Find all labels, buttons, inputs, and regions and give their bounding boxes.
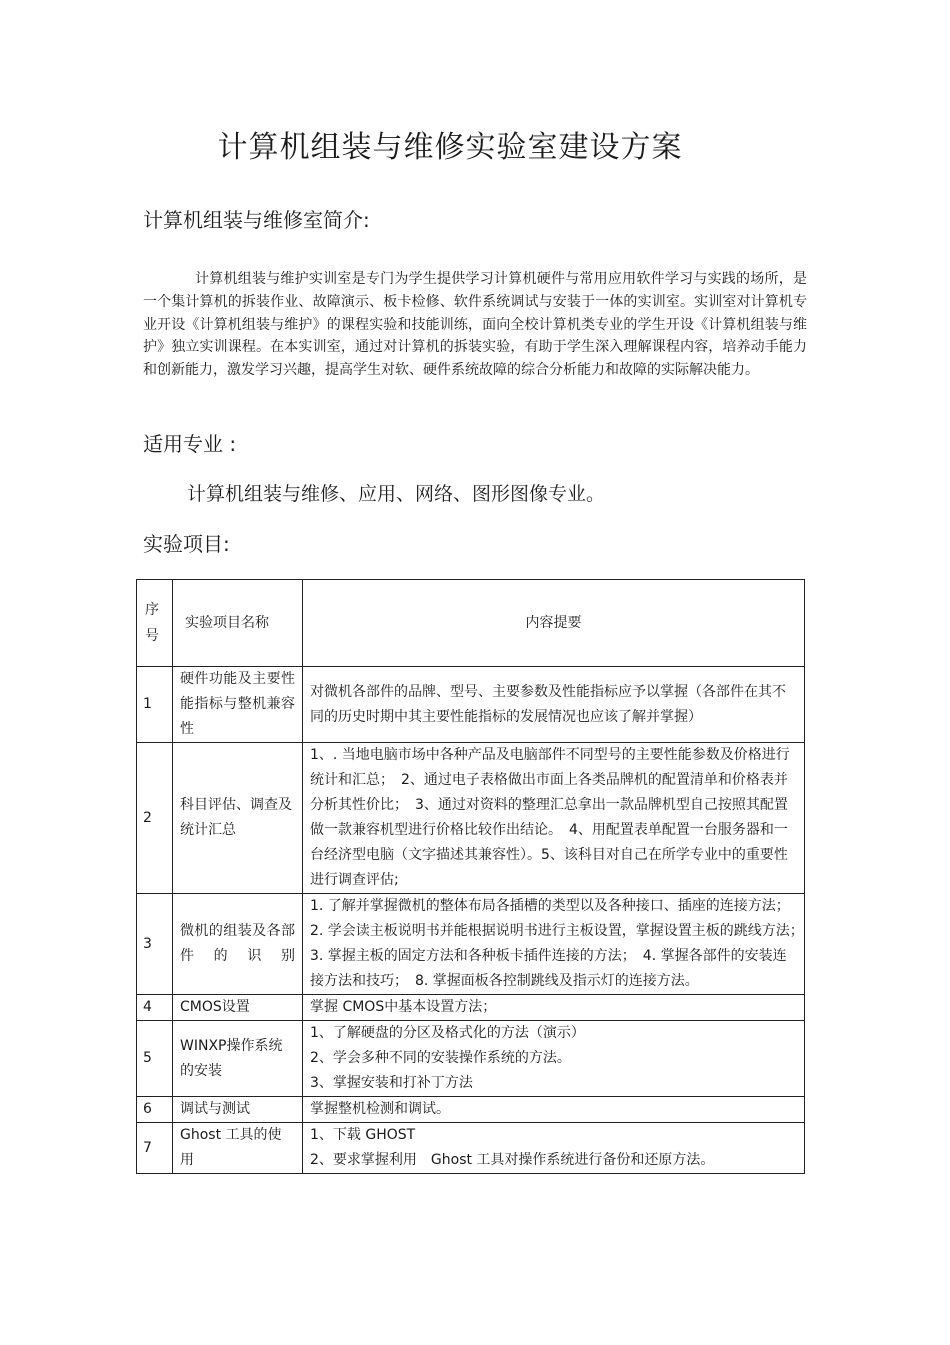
row-num: 7 [137,1123,173,1174]
table-row [137,1123,805,1174]
row-name: 科目评估、调查及统计汇总 [173,743,303,894]
table-row [137,995,805,1021]
content-line: 2、学会多种不同的安装操作系统的方法。 [310,1050,571,1066]
table-row [137,1021,805,1097]
row-name: WINXP操作系统的安装 [173,1021,303,1097]
content-line: 1、下载 GHOST [310,1127,416,1143]
row-name: CMOS设置 [173,995,303,1021]
header-name: 实验项目名称 [173,580,303,667]
row-num: 5 [137,1021,173,1097]
row-content: 掌握 CMOS中基本设置方法； [303,995,805,1021]
row-name: Ghost 工具的使用 [173,1123,303,1174]
header-num: 序号 [137,580,173,667]
document-title: 计算机组装与维修实验室建设方案 [217,130,683,165]
row-num: 1 [137,667,173,743]
row-name: 硬件功能及主要性能指标与整机兼容性 [173,667,303,743]
projects-table [136,579,811,1174]
row-num: 4 [137,995,173,1021]
table-row [137,1097,805,1123]
row-content [303,1021,805,1097]
table-row [137,667,805,743]
intro-paragraph: 计算机组装与维护实训室是专门为学生提供学习计算机硬件与常用应用软件学习与实践的场所，是一个集计算机的拆装作业、故障演示、板卡检修、软件系统调试与安装于一体的实训室。实训室对计算机专业开设《计算机组装与维护》的课程实验和技能训练，面向全校计算机类专业的学生开设《计算机组装与维护》独立实训课程。在本实训室，通过对计算机的拆装实验，有助于学生深入理解课程内容，培养动手能力和创新能力，激发学习兴趣，提高学生对软、硬件系统故障的综合分析能力和故障的实际解决能力。 [143,271,807,379]
header-content: 内容提要 [303,580,805,667]
projects-heading: 实验项目: [143,532,230,556]
majors-heading: 适用专业 : [143,432,237,456]
row-num: 3 [137,894,173,995]
table-row [137,743,805,894]
table-header-row [137,580,805,667]
row-num: 2 [137,743,173,894]
content-line: 2、要求掌握利用 Ghost 工具对操作系统进行备份和还原方法。 [310,1152,715,1168]
row-name: 调试与测试 [173,1097,303,1123]
content-line: 3、掌握安装和打补丁方法 [310,1075,473,1091]
row-content: 1、. 当地电脑市场中各种产品及电脑部件不同型号的主要性能参数及价格进行统计和汇总； 2、通过电子表格做出市面上各类品牌机的配置清单和价格表并分析其性价比； 3、通过对资料的整理汇总拿出一款品牌机型自己按照其配置做一款兼容机型进行价格比较作出结论。 4、用配置表单配置一台服务器和一台经济型电脑（文字描述其兼容性）。5、该科目对自己在所学专业中的重要性进行调查评估; [303,743,805,894]
intro-heading: 计算机组装与维修室简介: [143,208,370,232]
row-name: 微机的组装及各部件的识别 [173,894,303,995]
majors-text: 计算机组装与维修、应用、网络、图形图像专业。 [187,483,606,505]
row-content: 对微机各部件的品牌、型号、主要参数及性能指标应予以掌握（各部件在其不同的历史时期中其主要性能指标的发展情况也应该了解并掌握） [303,667,805,743]
row-content: 掌握整机检测和调试。 [303,1097,805,1123]
row-content: 1. 了解并掌握微机的整体布局各插槽的类型以及各种接口、插座的连接方法； 2. 学会读主板说明书并能根据说明书进行主板设置，掌握设置主板的跳线方法； 3. 掌握主板的固定方法和各种板卡插件连接的方法； 4. 掌握各部件的安装连接方法和技巧； 8. 掌握面板各控制跳线及指示灯的连接方法。 [303,894,805,995]
row-num: 6 [137,1097,173,1123]
table-row [137,894,805,995]
content-line: 1、了解硬盘的分区及格式化的方法（演示） [310,1025,585,1041]
intro-section [143,268,807,382]
row-content [303,1123,805,1174]
